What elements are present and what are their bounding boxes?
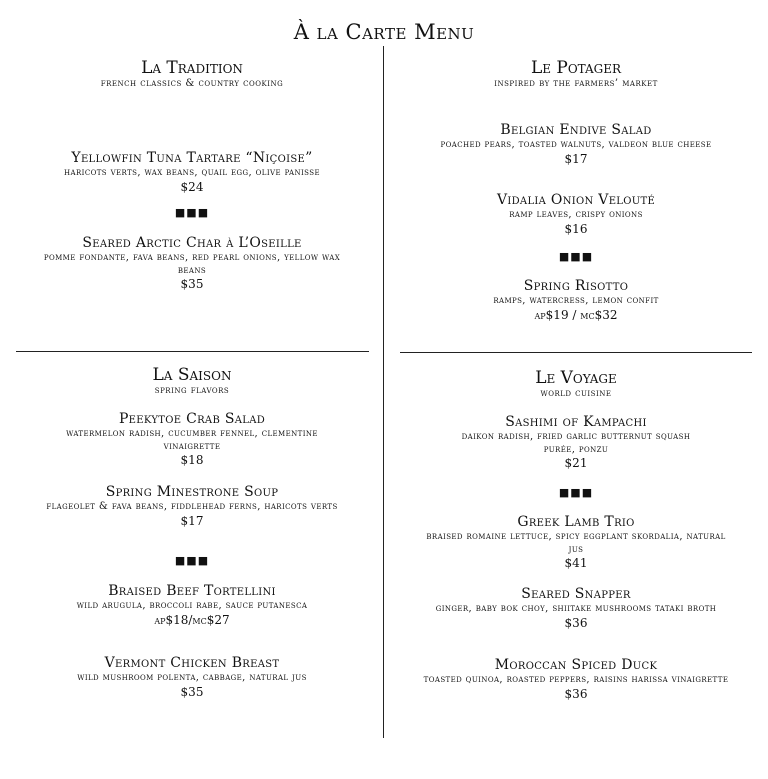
dish-description: haricots verts, wax beans, quail egg, olive panisse [64, 167, 320, 178]
section-header-voyage [392, 368, 760, 400]
vertical-divider [383, 46, 384, 738]
dish-name: Peekytoe Crab Salad [118, 411, 266, 427]
section-title: La Saison [152, 365, 232, 385]
dish-price: ap$19 / mc$32 [534, 307, 618, 322]
dish-name: Yellowfin Tuna Tartare “Niçoise” [71, 150, 313, 166]
left-horizontal-divider [16, 351, 369, 352]
dish-name: Seared Snapper [521, 586, 631, 602]
dish-description: daikon radish, fried garlic butternut squash purée, ponzu [461, 431, 691, 455]
dish-price: $36 [564, 615, 588, 630]
menu-item [410, 122, 742, 166]
dish-description: ginger, baby bok choy, shiitake mushrooms tataki broth [435, 603, 717, 614]
menu-item [60, 411, 324, 467]
menu-item [8, 150, 376, 194]
dish-price: $36 [564, 686, 588, 701]
dish-description: toasted quinoa, roasted peppers, raisins harissa vinaigrette [423, 674, 729, 685]
section-header-potager [392, 58, 760, 90]
section-subtitle: french classics & country cooking [100, 78, 284, 89]
dish-price: ap$18/mc$27 [154, 612, 230, 627]
dish-description: watermelon radish, cucumber fennel, clementine vinaigrette [66, 428, 318, 452]
section-title: Le Voyage [535, 368, 617, 388]
dish-price: $18 [180, 453, 204, 467]
menu-title: À la Carte Menu [293, 20, 475, 44]
dish-description: wild mushroom polenta, cabbage, natural jus [77, 672, 307, 683]
dish-price: $17 [180, 513, 204, 528]
dish-description: poached pears, toasted walnuts, valdeon blue cheese [440, 139, 712, 150]
dish-price: $21 [564, 456, 588, 470]
menu-item [410, 586, 742, 630]
dish-description: ramps, watercress, lemon confit [493, 295, 659, 306]
dish-description: wild arugula, broccoli rabe, sauce putanesca [76, 600, 308, 611]
separator-squares: ■■■ [558, 486, 594, 499]
dish-price: $35 [180, 277, 204, 291]
menu-item [424, 514, 728, 570]
menu-item [8, 583, 376, 627]
section-subtitle: inspired by the farmers’ market [494, 78, 658, 89]
dish-price: $17 [564, 151, 588, 166]
dish-name: Seared Arctic Char à L’Oseille [82, 235, 302, 251]
menu-item [392, 192, 760, 236]
dish-name: Belgian Endive Salad [500, 122, 652, 138]
menu-item [8, 655, 376, 699]
dish-price: $16 [564, 221, 588, 236]
menu-item [392, 278, 760, 322]
section-title: La Tradition [141, 58, 243, 78]
menu-item [30, 484, 354, 528]
dish-name: Greek Lamb Trio [517, 514, 635, 530]
section-header-tradition [8, 58, 376, 90]
menu-item [410, 657, 742, 701]
dish-price: $35 [180, 684, 204, 699]
dish-description: flageolet & fava beans, fiddlehead ferns, haricots verts [46, 501, 338, 512]
menu-item [450, 414, 702, 470]
dish-price: $41 [564, 556, 588, 570]
dish-description: ramp leaves, crispy onions [509, 209, 643, 220]
section-header-saison [8, 365, 376, 397]
dish-price: $24 [180, 179, 204, 194]
section-subtitle: world cuisine [540, 388, 612, 399]
dish-name: Vermont Chicken Breast [104, 655, 280, 671]
dish-name: Spring Minestrone Soup [105, 484, 279, 500]
dish-description: braised romaine lettuce, spicy eggplant skordalia, natural jus [426, 531, 726, 555]
dish-name: Spring Risotto [523, 278, 629, 294]
section-title: Le Potager [530, 58, 622, 78]
section-subtitle: spring flavors [154, 385, 230, 396]
dish-name: Moroccan Spiced Duck [494, 657, 658, 673]
dish-name: Sashimi of Kampachi [505, 414, 647, 430]
separator-squares: ■■■ [558, 250, 594, 263]
dish-description: pomme fondante, fava beans, red pearl onions, yellow wax beans [43, 252, 341, 276]
dish-name: Vidalia Onion Velouté [496, 192, 656, 208]
separator-squares: ■■■ [174, 554, 210, 567]
dish-name: Braised Beef Tortellini [108, 583, 276, 599]
menu-item [28, 235, 356, 291]
separator-squares: ■■■ [174, 206, 210, 219]
right-horizontal-divider [400, 352, 752, 353]
